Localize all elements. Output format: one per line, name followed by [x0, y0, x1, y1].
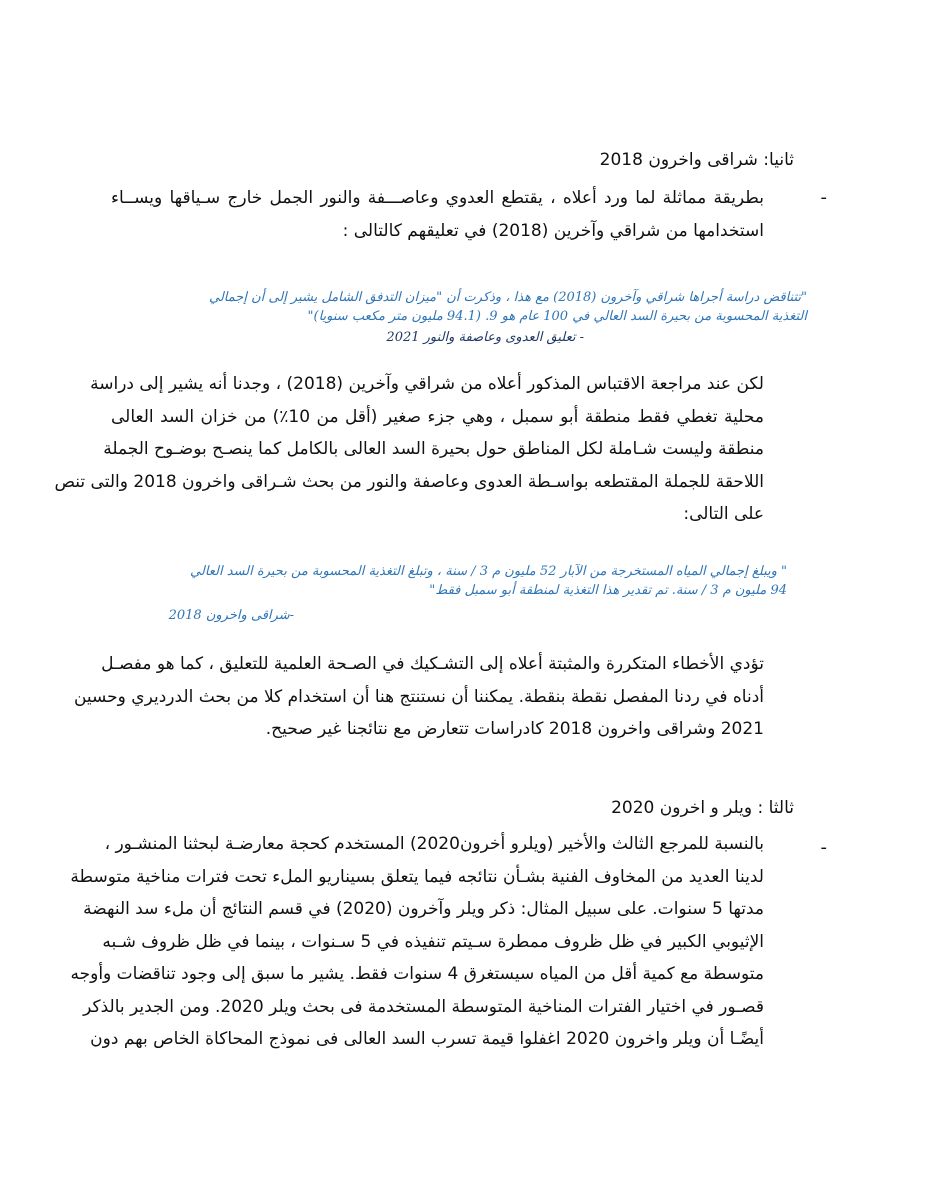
- paragraph-line: منطقة وليست شـاملة لكل المناطق حول بحيرة السد العالى بالكامل كما ينصـح بوضـوح الجملة: [103, 439, 764, 459]
- paragraph-line: بالنسبة للمرجع الثالث والأخير (ويلرو أخرون2020) المستخدم كحجة معارضـة لبحثنا المنشـور ،: [104, 834, 764, 854]
- paragraph-line: أدناه في ردنا المفصل نقطة بنقطة. يمكننا أن نستنتج هنا أن استخدام كلا من بحث الدرديري وحسين: [73, 686, 764, 707]
- section-two-bullet: -: [820, 187, 827, 208]
- quote-line: 94 مليون م 3 / سنة. تم تقدير هذا التغذية لمنطقة أبو سمبل فقط": [429, 583, 787, 598]
- quote-line: التغذية المحسوبة من بحيرة السد العالي في 100 عام هو 9. (94.1 مليون متر مكعب سنويا)": [307, 309, 807, 324]
- section-three-heading: ثالثا : ويلر و اخرون 2020: [611, 798, 794, 818]
- quote-line: " ويبلغ إجمالي المياه المستخرجة من الآبار 52 مليون م 3 / سنة ، وتبلغ التغذية المحسوبة من بحيرة السد العالي: [190, 564, 787, 579]
- paragraph-line: الإثيوبي الكبير في ظل ظروف ممطرة سـيتم تنفيذه في 5 سـنوات ، بينما في ظل ظروف شـبه: [102, 931, 764, 952]
- section-two-paragraph-1: [111, 182, 764, 247]
- paragraph-line: قصـور في اختيار الفترات المناخية المتوسطة المستخدمة فى بحث ويلر 2020. ومن الجدير بالذكر: [83, 996, 764, 1017]
- section-two-heading: ثانيا: شراقى واخرون 2018: [599, 150, 794, 170]
- quote-1-citation: - تعليق العدوى وعاصفة والنور 2021: [386, 330, 584, 345]
- paragraph-line: مدتها 5 سنوات. على سبيل المثال: ذكر ويلر وآخرون (2020) في قسم النتائج أن ملء سد النهضة: [83, 899, 764, 919]
- quote-line: "تتناقض دراسة أجراها شراقي وآخرون (2018) مع هذا ، وذكرت أن "ميزان التدفق الشامل يشير إلى أن إجمالي: [209, 290, 807, 305]
- paragraph-line: استخدامها من شراقي وآخرين (2018) في تعليقهم كالتالى :: [342, 220, 764, 241]
- section-two-paragraph-3: [73, 648, 764, 746]
- quote-2: [102, 562, 787, 600]
- paragraph-line: محلية تغطي فقط منطقة أبو سمبل ، وهي جزء صغير (أقل من 10٪) من خزان السد العالى: [111, 406, 764, 427]
- paragraph-line: أيضًـا أن ويلر واخرون 2020 اغفلوا قيمة تسرب السد العالى فى نموذج المحاكاة الخاص بهم دون: [90, 1029, 764, 1049]
- quote-2-citation: -شراقى واخرون 2018: [168, 608, 294, 623]
- section-three-paragraph: [70, 828, 764, 1056]
- paragraph-line: 2021 وشراقى واخرون 2018 كادراسات تتعارض مع نتائجنا غير صحيح.: [265, 719, 764, 739]
- quote-1: [107, 288, 807, 326]
- paragraph-line: بطريقة مماثلة لما ورد أعلاه ، يقتطع العدوي وعاصـــفة والنور الجمل خارج سـياقها ويســاء: [111, 188, 764, 208]
- paragraph-line: على التالى:: [683, 504, 764, 524]
- paragraph-line: تؤدي الأخطاء المتكررة والمثبتة أعلاه إلى التشـكيك في الصـحة العلمية للتعليق ، كما هو مفصـل: [101, 654, 764, 674]
- paragraph-line: لدينا العديد من المخاوف الفنية بشـأن نتائجه فيما يتعلق بسيناريو الملء تحت فترات مناخية متوسطة: [70, 866, 764, 887]
- paragraph-line: لكن عند مراجعة الاقتباس المذكور أعلاه من شراقي وآخرين (2018) ، وجدنا أنه يشير إلى دراسة: [90, 374, 764, 394]
- paragraph-line: اللاحقة للجملة المقتطعه بواسـطة العدوى وعاصفة والنور من بحث شـراقى واخرون 2018 والتى تنص: [54, 471, 764, 492]
- paragraph-line: متوسطة مع كمية أقل من المياه سيستغرق 4 سنوات فقط. يشير ما سبق إلى وجود تناقضات وأوجه: [70, 964, 764, 984]
- section-three-bullet: -: [820, 837, 827, 858]
- section-two-paragraph-2: [54, 368, 764, 531]
